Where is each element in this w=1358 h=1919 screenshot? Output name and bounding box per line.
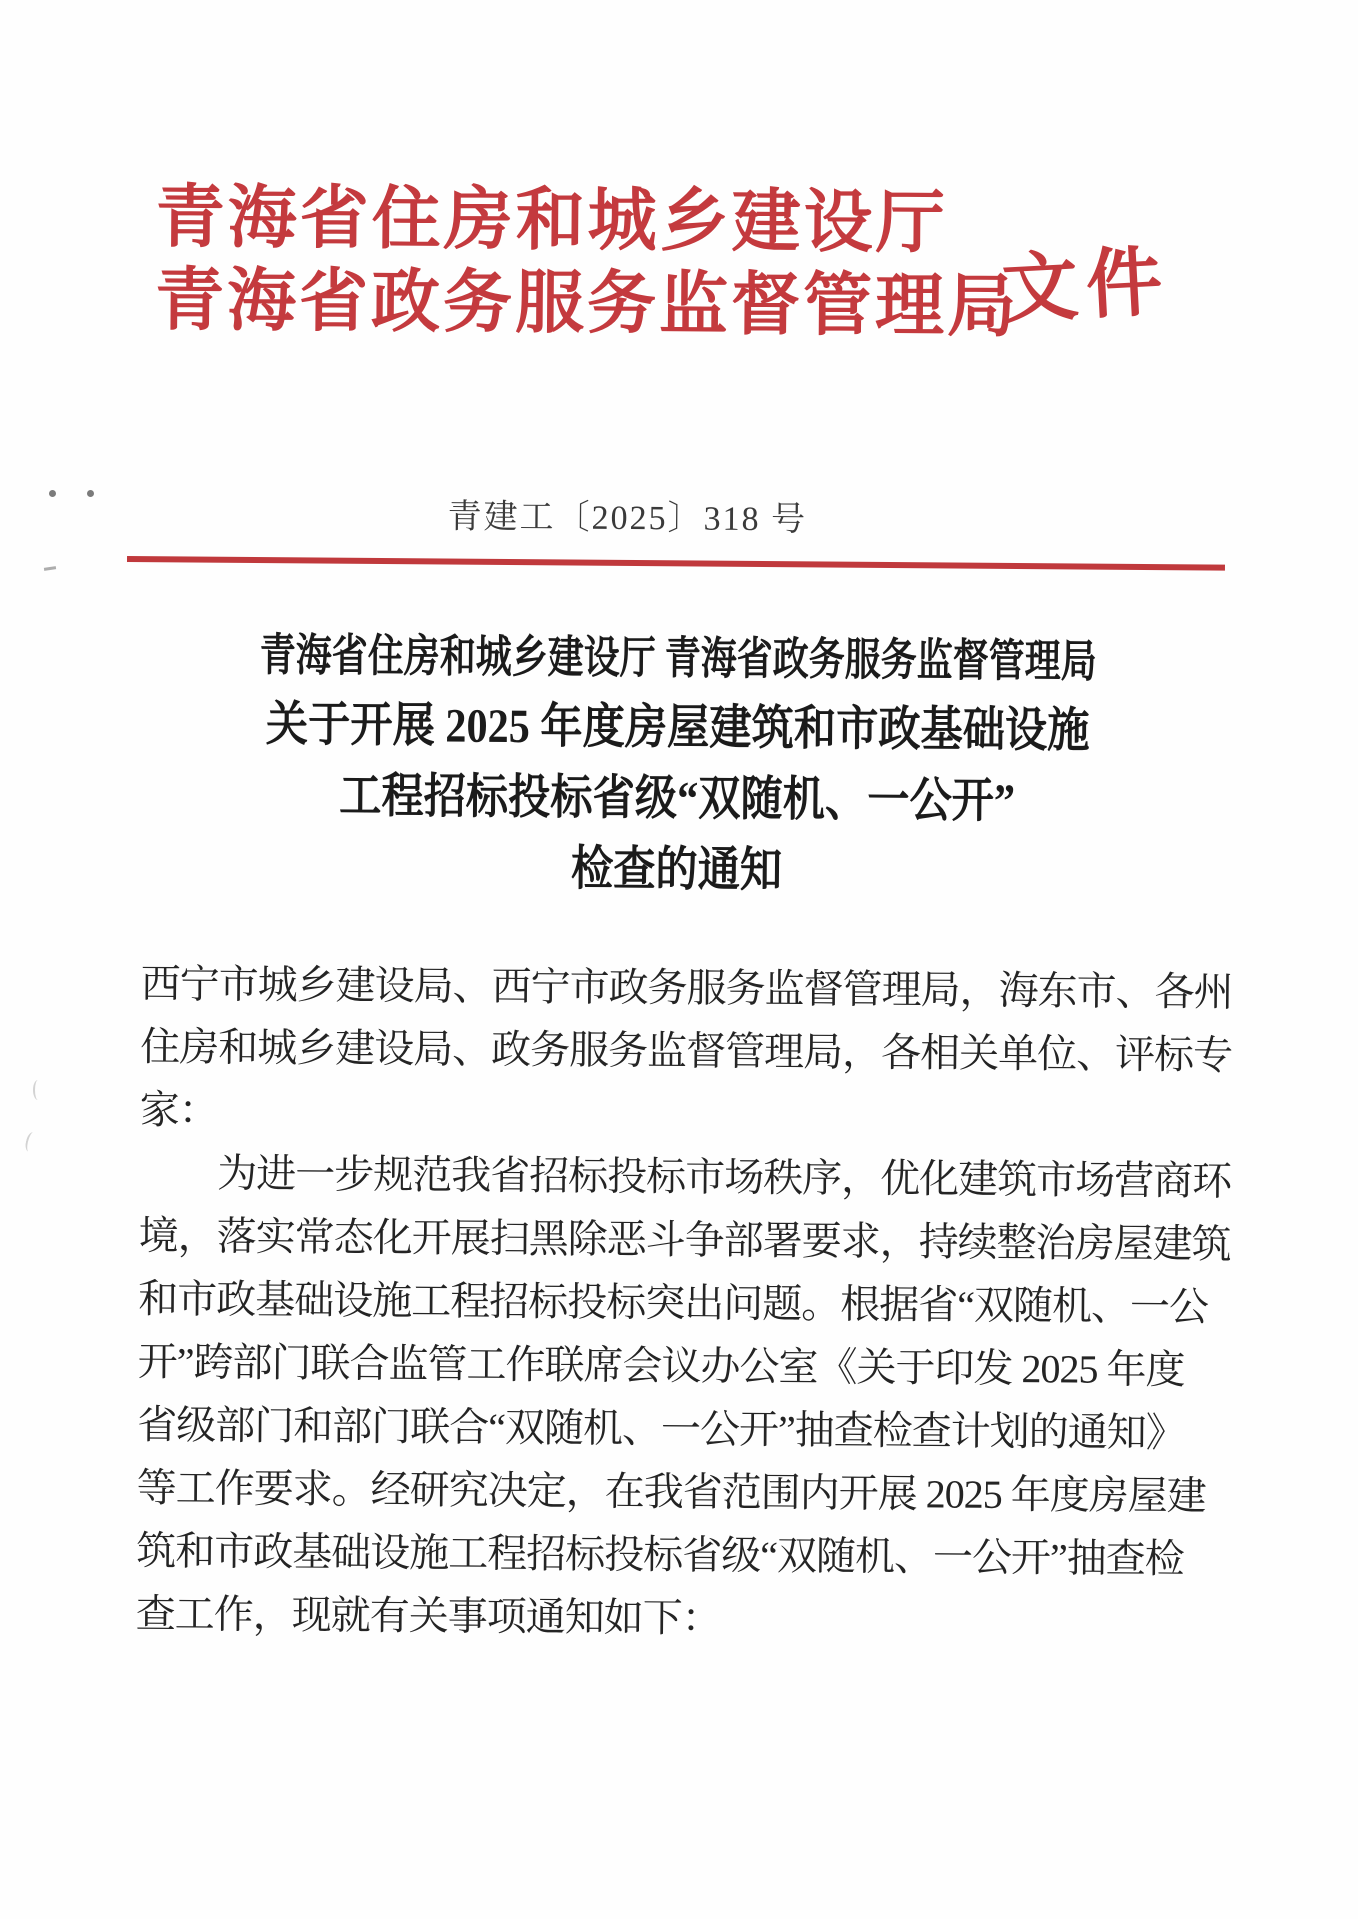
body-line: 查工作，现就有关事项通知如下： <box>135 1591 721 1641</box>
title-line-2: 关于开展 2025 年度房屋建筑和市政基础设施 <box>265 698 1090 758</box>
scan-artifact-dot <box>49 490 56 497</box>
agency-name-line2: 青海省政务服务监督管理局 <box>154 262 1020 346</box>
body-line: 境，落实常态化开展扫黑除恶斗争部署要求，持续整治房屋建筑 <box>138 1213 1231 1267</box>
issuing-agency-header <box>155 176 1020 349</box>
body-line: 筑和市政基础设施工程招标投标省级“双随机、一公开”抽查检 <box>136 1528 1184 1582</box>
body-line: 为进一步规范我省招标投标市场秩序，优化建筑市场营商环 <box>139 1150 1232 1204</box>
body-line: 等工作要求。经研究决定，在我省范围内开展 2025 年度房屋建 <box>136 1465 1206 1519</box>
body-line: 省级部门和部门联合“双随机、一公开”抽查检查计划的通知》 <box>137 1402 1185 1456</box>
scan-artifact-dot <box>87 490 94 497</box>
body-line: 西宁市城乡建设局、西宁市政务服务监督管理局，海东市、各州 <box>140 961 1233 1015</box>
document-number: 青建工〔2025〕318 号 <box>447 498 808 539</box>
body-line: 家： <box>139 1087 218 1133</box>
agency-name-line1: 青海省住房和城乡建设厅 <box>155 179 948 262</box>
scan-artifact-smudge <box>33 1080 43 1100</box>
document-label: 文件 <box>1000 240 1173 333</box>
body-line: 开”跨部门联合监管工作联席会议办公室《关于印发 2025 年度 <box>137 1339 1185 1393</box>
red-divider-line <box>127 556 1225 571</box>
body-line: 住房和城乡建设局、政务服务监督管理局，各相关单位、评标专 <box>140 1024 1233 1078</box>
title-line-4: 检查的通知 <box>570 842 783 898</box>
title-line-3: 工程招标投标省级“双随机、一公开” <box>339 769 1016 829</box>
document-title <box>0 619 1357 911</box>
title-line-1: 青海省住房和城乡建设厅 青海省政务服务监督管理局 <box>259 630 1097 687</box>
body-line: 和市政基础设施工程招标投标突出问题。根据省“双随机、一公 <box>138 1276 1209 1330</box>
document-body <box>135 952 1233 1654</box>
